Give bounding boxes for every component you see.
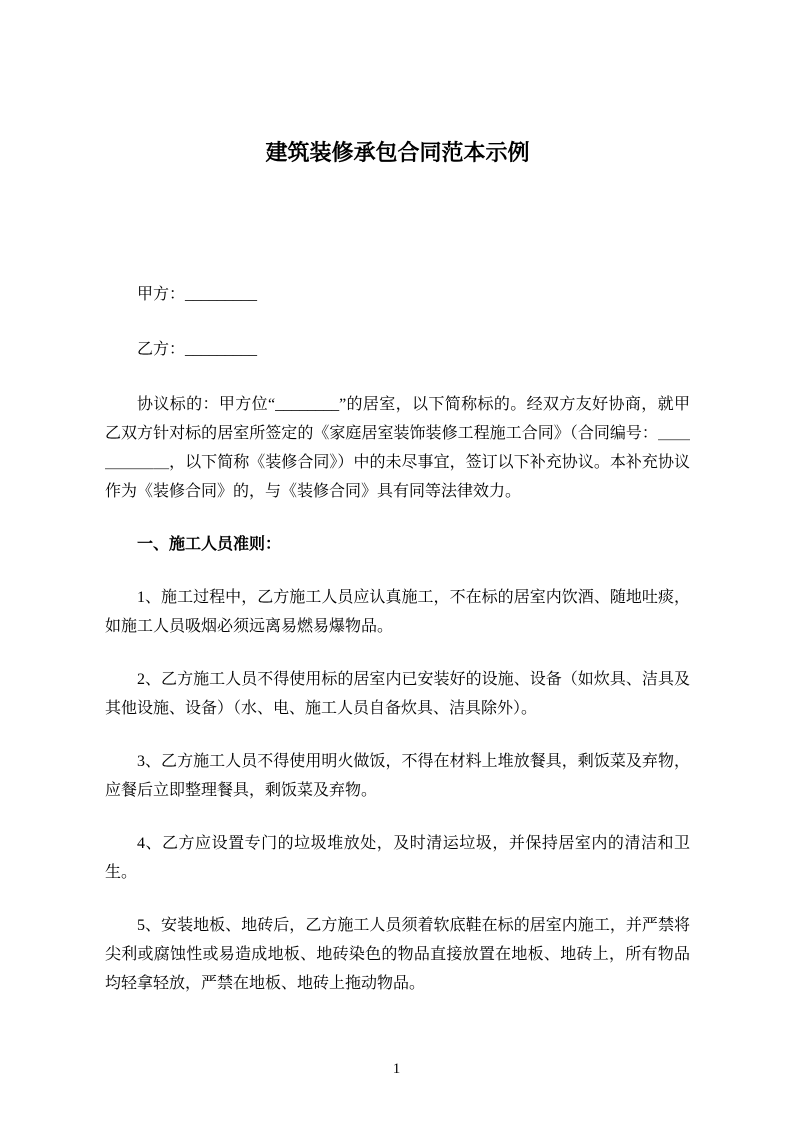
- party-b-row: [105, 335, 690, 364]
- party-a-label: 甲方：: [137, 286, 186, 303]
- clause-1: 1、施工过程中，乙方施工人员应认真施工，不在标的居室内饮酒、随地吐痰，如施工人员吸烟必须远离易燃易爆物品。: [105, 589, 690, 635]
- page-number: 1: [392, 1061, 401, 1077]
- paragraph-agreement-subject: 协议标的：甲方位“________”的居室，以下简称标的。经双方友好协商，就甲乙双方针对标的居室所签定的《家庭居室装饰装修工程施工合同》（合同编号：＿＿＿＿＿＿，以下简称《装修合同》）中的未尽事宜，签订以下补充协议。本补充协议作为《装修合同》的，与《装修合同》具有同等法律效力。: [105, 396, 690, 500]
- clause-3: 3、乙方施工人员不得使用明火做饭，不得在材料上堆放餐具，剩饭菜及弃物，应餐后立即整理餐具，剩饭菜及弃物。: [105, 753, 690, 799]
- party-a-row: [105, 280, 690, 309]
- party-b-label: 乙方：: [137, 341, 186, 358]
- party-b-blank: _________: [185, 341, 258, 358]
- section-heading-construction-rules: 一、施工人员准则：: [137, 536, 282, 553]
- clause-4: 4、乙方应设置专门的垃圾堆放处，及时清运垃圾，并保持居室内的清洁和卫生。: [105, 835, 690, 881]
- clause-5: 5、安装地板、地砖后，乙方施工人员须着软底鞋在标的居室内施工，并严禁将尖利或腐蚀性或易造成地板、地砖染色的物品直接放置在地板、地砖上，所有物品均轻拿轻放，严禁在地板、地砖上拖动物品。: [105, 917, 690, 992]
- document-title: 建筑装修承包合同范本示例: [265, 140, 530, 165]
- party-a-blank: _________: [185, 286, 258, 303]
- clause-2: 2、乙方施工人员不得使用标的居室内已安装好的设施、设备（如炊具、洁具及其他设施、设备）（水、电、施工人员自备炊具、洁具除外）。: [105, 671, 690, 717]
